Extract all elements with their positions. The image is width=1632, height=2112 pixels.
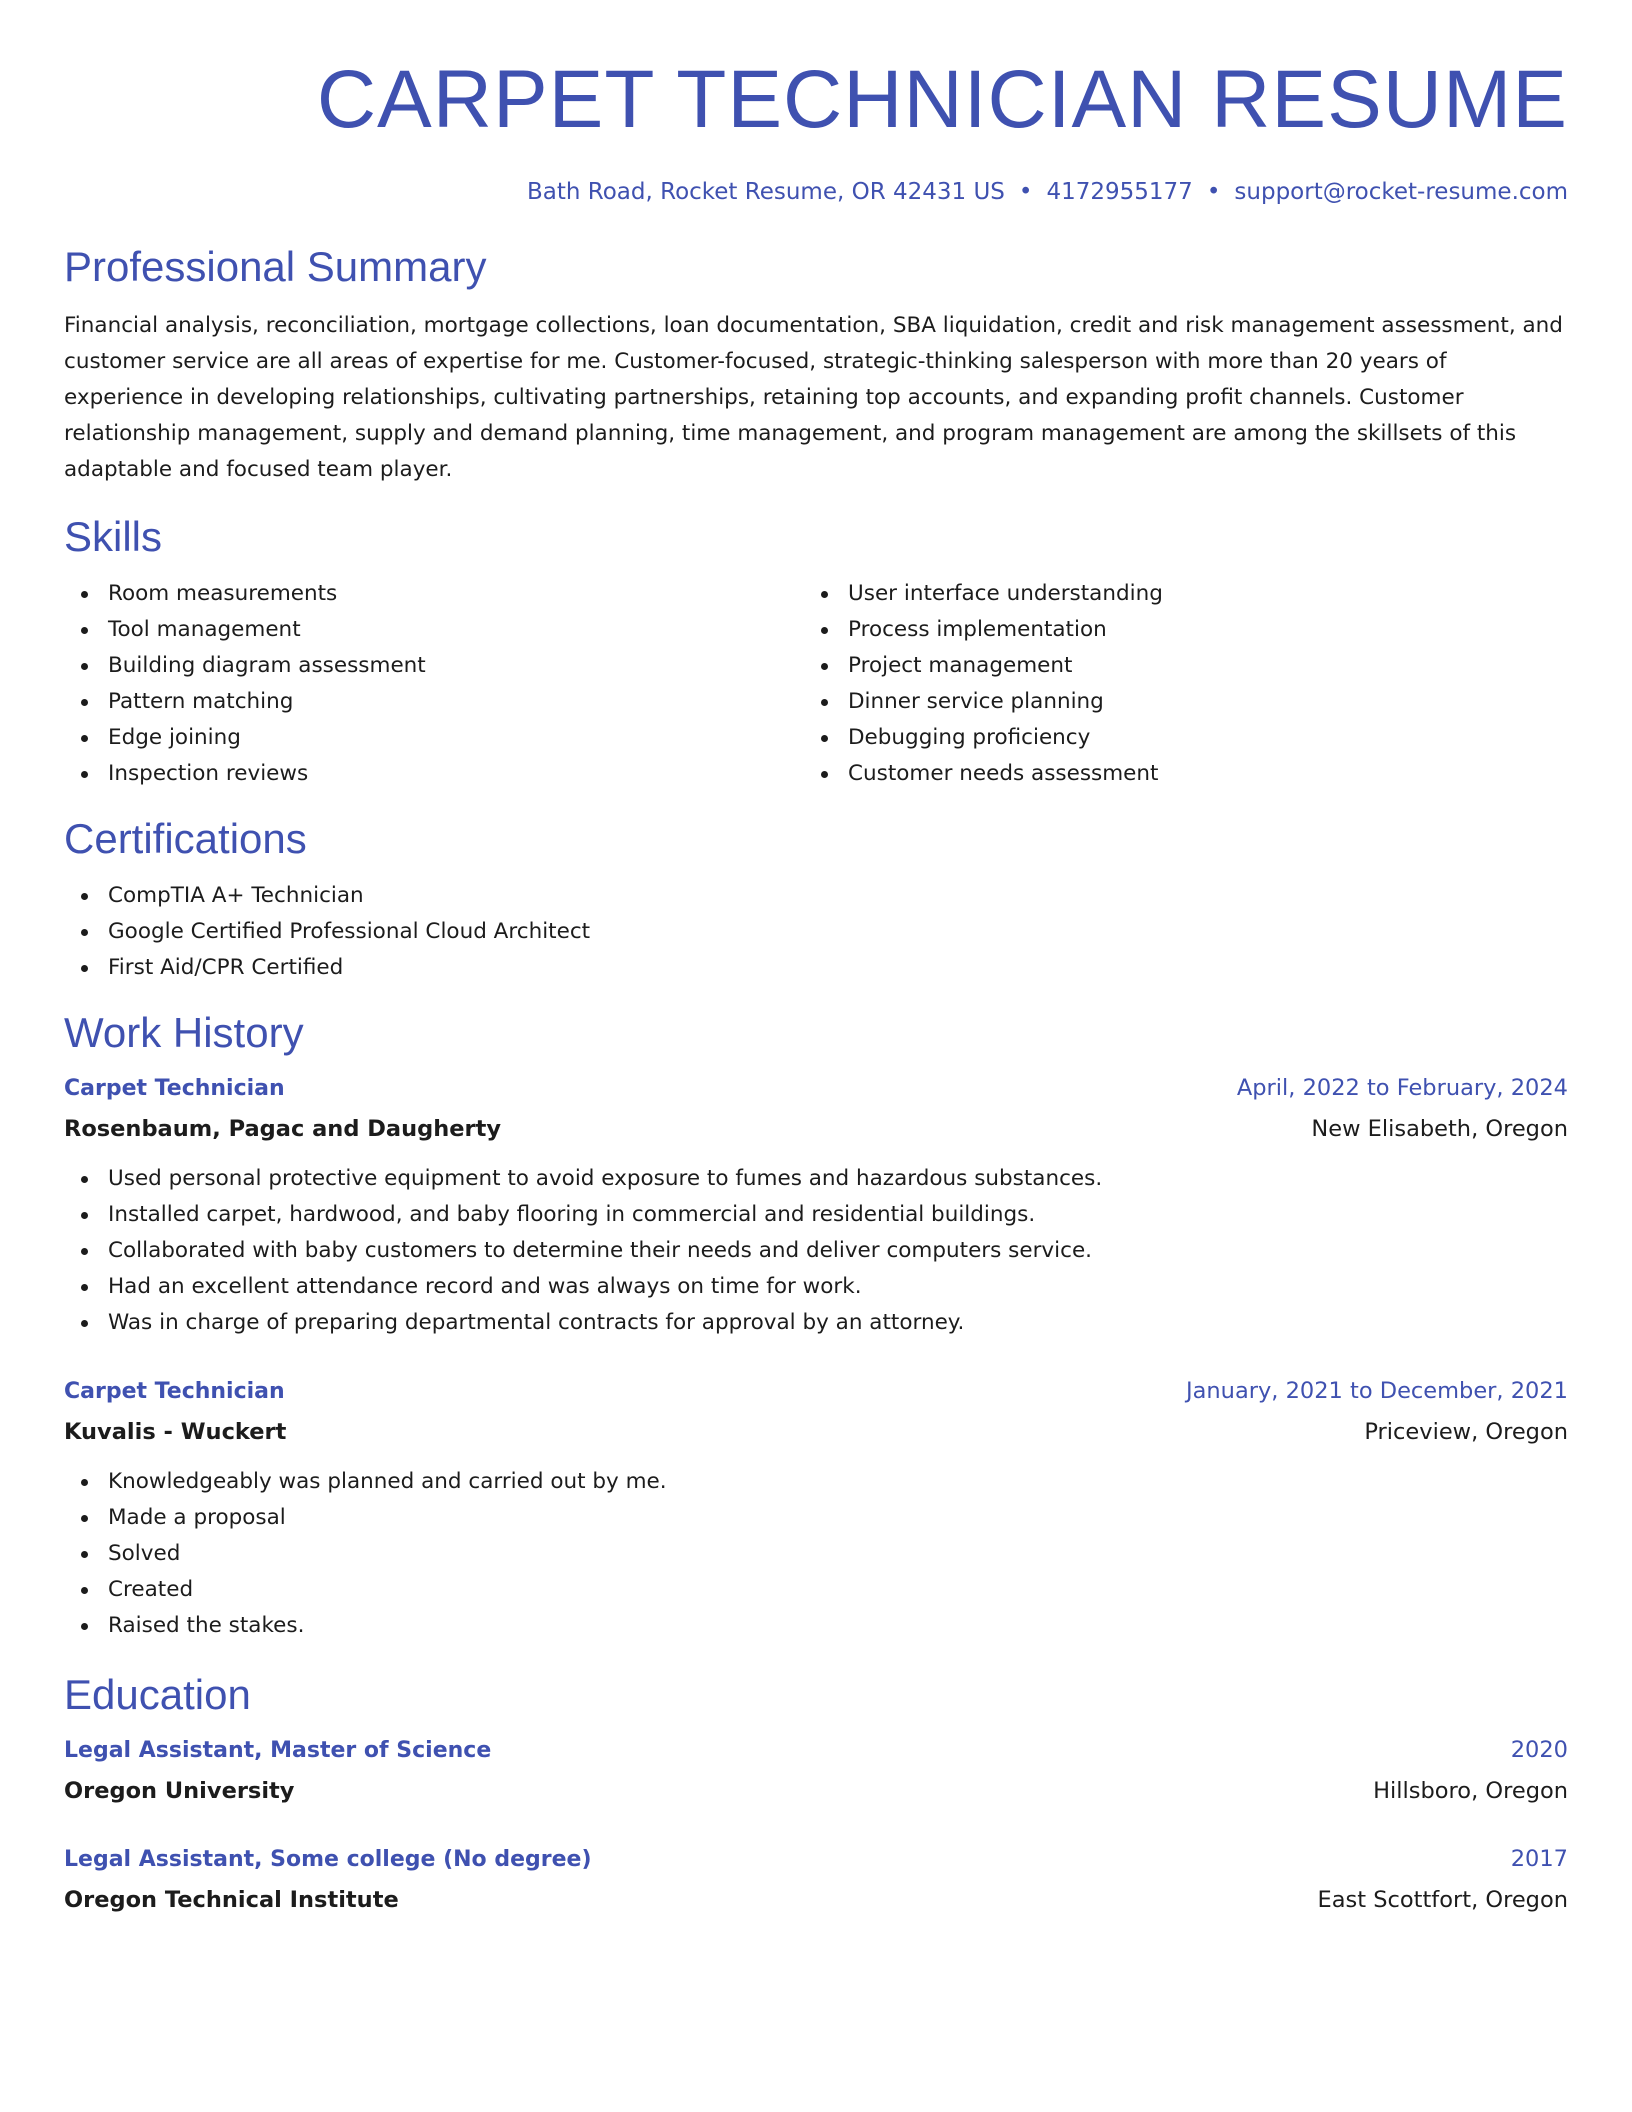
job-dates: January, 2021 to December, 2021 bbox=[1186, 1378, 1568, 1404]
skill-item: Process implementation bbox=[804, 612, 1544, 648]
summary-heading: Professional Summary bbox=[64, 243, 487, 290]
education-entry bbox=[64, 1730, 1568, 1811]
job-bullet: Installed carpet, hardwood, and baby flooring in commercial and residential buildings. bbox=[64, 1197, 1568, 1233]
skills-list-right bbox=[804, 576, 1544, 792]
job-bullet: Solved bbox=[64, 1536, 1568, 1572]
job-bullet: Used personal protective equipment to avoid exposure to fumes and hazardous substances. bbox=[64, 1161, 1568, 1197]
education-location: East Scottfort, Oregon bbox=[1317, 1887, 1568, 1913]
job-bullet: Collaborated with baby customers to determine their needs and deliver computers service. bbox=[64, 1233, 1568, 1269]
education-degree: Legal Assistant, Master of Science bbox=[64, 1738, 492, 1763]
contact-email[interactable]: support@rocket-resume.com bbox=[1234, 179, 1568, 205]
education-location: Hillsboro, Oregon bbox=[1373, 1778, 1568, 1804]
education-school: Oregon Technical Institute bbox=[64, 1887, 399, 1913]
resume-title: CARPET TECHNICIAN RESUME bbox=[316, 54, 1568, 145]
skill-item: Tool management bbox=[64, 612, 804, 648]
certifications-heading: Certifications bbox=[64, 815, 307, 862]
job-header bbox=[64, 1371, 1568, 1412]
skill-item: Customer needs assessment bbox=[804, 756, 1544, 792]
certification-item: Google Certified Professional Cloud Architect bbox=[64, 914, 1568, 950]
education-header bbox=[64, 1839, 1568, 1880]
job-subheader bbox=[64, 1109, 1568, 1149]
contact-separator: • bbox=[1206, 179, 1221, 205]
job-bullet: Raised the stakes. bbox=[64, 1608, 1568, 1644]
skill-item: Edge joining bbox=[64, 720, 804, 756]
skill-item: User interface understanding bbox=[804, 576, 1544, 612]
skills-columns bbox=[64, 576, 1568, 792]
certifications-list bbox=[64, 878, 1568, 986]
skill-item: Inspection reviews bbox=[64, 756, 804, 792]
contact-separator: • bbox=[1018, 179, 1033, 205]
job-bullet: Knowledgeably was planned and carried out by me. bbox=[64, 1464, 1568, 1500]
skill-item: Dinner service planning bbox=[804, 684, 1544, 720]
job-company: Kuvalis - Wuckert bbox=[64, 1419, 287, 1445]
job-entry bbox=[64, 1068, 1568, 1341]
education-header bbox=[64, 1730, 1568, 1771]
contact-line bbox=[64, 176, 1568, 208]
contact-address: Bath Road, Rocket Resume, OR 42431 US bbox=[527, 179, 1005, 205]
job-bullet: Was in charge of preparing departmental contracts for approval by an attorney. bbox=[64, 1305, 1568, 1341]
job-bullet: Made a proposal bbox=[64, 1500, 1568, 1536]
work-history-heading: Work History bbox=[64, 1009, 304, 1056]
education-heading: Education bbox=[64, 1671, 251, 1718]
job-dates: April, 2022 to February, 2024 bbox=[1236, 1075, 1568, 1101]
job-bullets bbox=[64, 1464, 1568, 1644]
skill-item: Pattern matching bbox=[64, 684, 804, 720]
job-bullet: Had an excellent attendance record and was always on time for work. bbox=[64, 1269, 1568, 1305]
skills-heading: Skills bbox=[64, 513, 163, 560]
job-role: Carpet Technician bbox=[64, 1379, 285, 1404]
education-entry bbox=[64, 1839, 1568, 1920]
education-year: 2020 bbox=[1510, 1737, 1568, 1763]
skills-list-left bbox=[64, 576, 804, 792]
job-company: Rosenbaum, Pagac and Daugherty bbox=[64, 1116, 502, 1142]
skill-item: Project management bbox=[804, 648, 1544, 684]
skill-item: Debugging proficiency bbox=[804, 720, 1544, 756]
job-bullets bbox=[64, 1161, 1568, 1341]
education-school: Oregon University bbox=[64, 1778, 295, 1804]
summary-text: Financial analysis, reconciliation, mortgage collections, loan documentation, SBA liquidation, credit and risk management assessment, and customer service are all areas of expertise for me. Customer-focused, strategic-thinking salesperson with more than 20 years of experience in developing relationships, cultivating partnerships, retaining top accounts, and expanding profit channels. Customer relationship management, supply and demand planning, time management, and program management are among the skillsets of this adaptable and focused team player. bbox=[64, 313, 1563, 482]
certification-item: CompTIA A+ Technician bbox=[64, 878, 1568, 914]
job-subheader bbox=[64, 1412, 1568, 1452]
education-subheader bbox=[64, 1771, 1568, 1811]
job-location: New Elisabeth, Oregon bbox=[1311, 1116, 1568, 1142]
education-year: 2017 bbox=[1510, 1846, 1568, 1872]
job-entry bbox=[64, 1371, 1568, 1644]
job-location: Priceview, Oregon bbox=[1364, 1419, 1568, 1445]
skill-item: Room measurements bbox=[64, 576, 804, 612]
job-role: Carpet Technician bbox=[64, 1076, 285, 1101]
contact-phone: 4172955177 bbox=[1046, 179, 1193, 205]
education-subheader bbox=[64, 1880, 1568, 1920]
job-bullet: Created bbox=[64, 1572, 1568, 1608]
skill-item: Building diagram assessment bbox=[64, 648, 804, 684]
education-degree: Legal Assistant, Some college (No degree) bbox=[64, 1847, 592, 1872]
certification-item: First Aid/CPR Certified bbox=[64, 950, 1568, 986]
job-header bbox=[64, 1068, 1568, 1109]
